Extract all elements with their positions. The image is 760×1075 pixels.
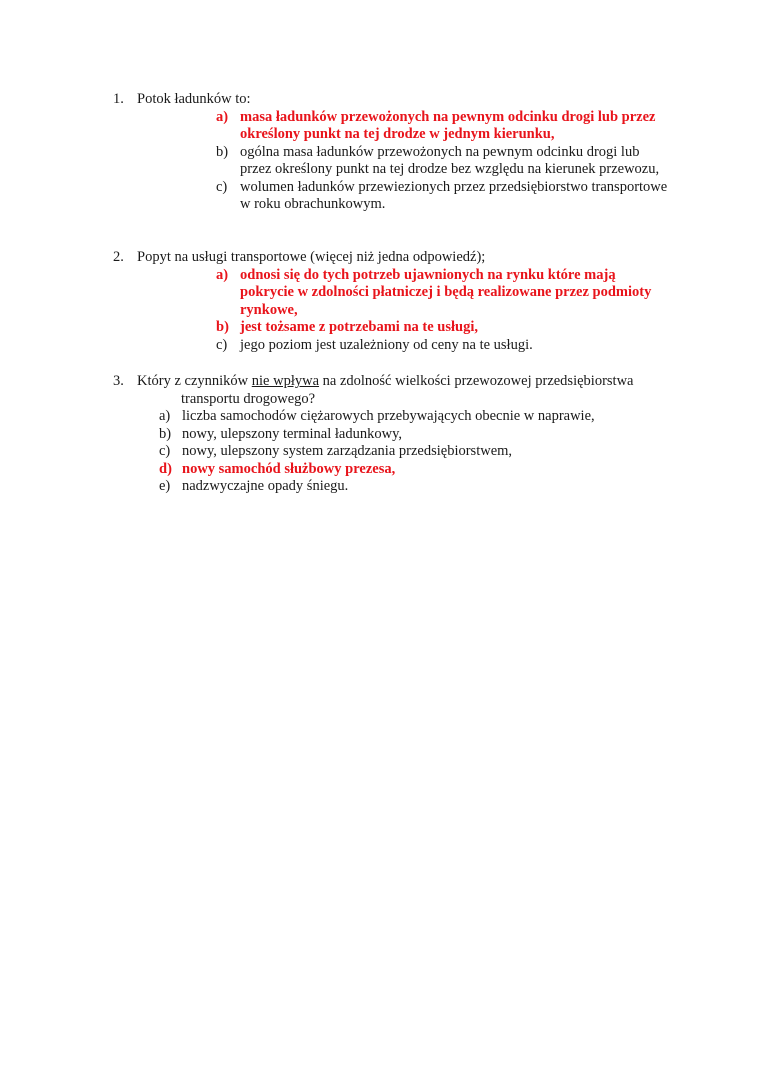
answer-label: e) [159, 478, 171, 494]
answer-item [0, 267, 760, 320]
answer-label: b) [216, 319, 229, 335]
question-text-start: Który z czynników [137, 373, 252, 389]
question-1-row [0, 91, 760, 109]
answer-label: b) [159, 425, 172, 442]
answer-label: c) [159, 443, 171, 459]
question-2 [0, 249, 760, 354]
question-number: 1. [113, 91, 124, 107]
answer-text: masa ładunków przewożonych na pewnym odcinku drogi lub przez określony punkt na tej drodze w jednym kierunku, [240, 108, 656, 142]
answer-text: ogólna masa ładunków przewożonych na pewnym odcinku drogi lub przez określony punkt na tej drodze bez względu na kierunek przewozu, [240, 143, 660, 177]
question-emphasis: nie wpływa [251, 373, 320, 389]
answer-text: liczba samochodów ciężarowych przebywających obecnie w naprawie, [182, 408, 595, 424]
question-3 [0, 373, 760, 496]
question-text-continuation: transportu drogowego? [181, 390, 316, 407]
answer-text: nowy, ulepszony system zarządzania przedsiębiorstwem, [182, 443, 513, 459]
answer-label: a) [216, 108, 229, 125]
answer-text: jest tożsame z potrzebami na te usługi, [240, 319, 478, 335]
answer-label: a) [216, 266, 229, 283]
answer-text: odnosi się do tych potrzeb ujawnionych na rynku które mają pokrycie w zdolności płatniczej i będą realizowane przez podmioty rynkowe, [240, 266, 652, 318]
answer-label: c) [216, 178, 228, 195]
answer-item [0, 426, 760, 444]
answer-item [0, 179, 760, 214]
question-1 [0, 91, 760, 214]
answer-item [0, 408, 760, 426]
answer-text: nadzwyczajne opady śniegu. [182, 478, 349, 494]
question-2-row [0, 249, 760, 267]
answer-text: wolumen ładunków przewiezionych przez przedsiębiorstwo transportowe w roku obrachunkowym. [240, 178, 668, 212]
answer-item [0, 144, 760, 179]
question-text: Potok ładunków to: [137, 91, 251, 107]
answer-item [0, 337, 760, 355]
question-number: 3. [113, 373, 124, 389]
answer-item [0, 478, 760, 496]
answer-text: nowy, ulepszony terminal ładunkowy, [182, 425, 403, 442]
answer-label: c) [216, 336, 228, 353]
answer-item [0, 319, 760, 337]
question-3-row [0, 373, 760, 408]
answer-label: b) [216, 143, 229, 160]
answer-item [0, 109, 760, 144]
answer-label: a) [159, 408, 171, 424]
answer-text: nowy samochód służbowy prezesa, [182, 460, 396, 477]
answer-label: d) [159, 460, 172, 477]
answer-item [0, 443, 760, 461]
question-text [137, 373, 677, 408]
question-text: Popyt na usługi transportowe (więcej niż jedna odpowiedź); [137, 249, 486, 265]
answer-item [0, 461, 760, 479]
question-text-end: na zdolność wielkości przewozowej przedsiębiorstwa [319, 373, 634, 389]
answer-text: jego poziom jest uzależniony od ceny na te usługi. [240, 336, 533, 353]
question-number: 2. [113, 249, 124, 265]
